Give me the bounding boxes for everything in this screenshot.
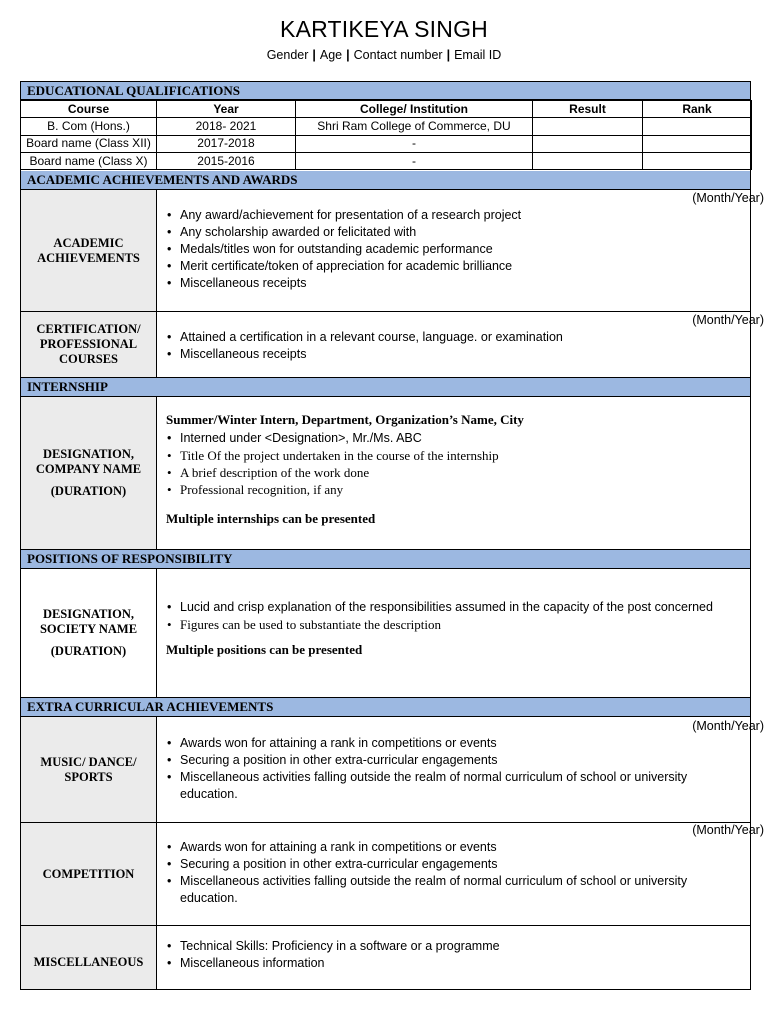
table-cell xyxy=(643,135,752,152)
competition-label: COMPETITION xyxy=(21,823,157,925)
list-item: • Any scholarship awarded or felicitated with xyxy=(158,224,738,241)
list-item: • Awards won for attaining a rank in competitions or events xyxy=(158,735,738,752)
list-item: • Professional recognition, if any xyxy=(158,481,738,498)
list-item: • Miscellaneous receipts xyxy=(158,275,738,292)
certification-label: CERTIFICATION/ PROFESSIONAL COURSES xyxy=(21,312,157,377)
list-item: • Interned under <Designation>, Mr./Ms. ABC xyxy=(158,430,738,447)
section-header-responsibility: POSITIONS OF RESPONSIBILITY xyxy=(21,550,750,568)
contact-email: Email ID xyxy=(454,48,502,62)
music-label-text: MUSIC/ DANCE/ SPORTS xyxy=(40,754,137,784)
table-row xyxy=(21,135,752,152)
column-header: Rank xyxy=(643,101,752,118)
list-item: • Securing a position in other extra-curricular engagements xyxy=(158,752,738,769)
contact-number: Contact number xyxy=(353,48,443,62)
table-cell: 2017-2018 xyxy=(157,135,296,152)
list-item: • Attained a certification in a relevant course, language. or examination xyxy=(158,329,738,346)
responsibility-note: Multiple positions can be presented xyxy=(166,642,363,657)
academic-achievements-list xyxy=(158,207,738,292)
list-item: • Miscellaneous information xyxy=(158,955,738,972)
table-cell xyxy=(643,152,752,169)
list-item: • Awards won for attaining a rank in competitions or events xyxy=(158,839,738,856)
table-cell xyxy=(533,152,643,169)
table-cell xyxy=(533,135,643,152)
table-row xyxy=(21,152,752,169)
contact-line xyxy=(0,48,768,62)
internship-designation: DESIGNATION, COMPANY NAME xyxy=(35,447,142,476)
section-header-internship: INTERNSHIP xyxy=(21,378,750,396)
separator: | xyxy=(312,48,316,62)
misc-list xyxy=(158,938,738,972)
date-placeholder: (Month/Year) xyxy=(692,719,764,733)
list-item: • A brief description of the work done xyxy=(158,464,738,481)
date-placeholder: (Month/Year) xyxy=(692,313,764,327)
contact-age: Age xyxy=(319,48,343,62)
internship-label xyxy=(21,397,157,549)
separator: | xyxy=(346,48,350,62)
list-item: • Miscellaneous receipts xyxy=(158,346,738,363)
column-header: College/ Institution xyxy=(296,101,533,118)
certification-list xyxy=(158,329,738,363)
internship-duration: (DURATION) xyxy=(50,484,127,498)
list-item: • Lucid and crisp explanation of the responsibilities assumed in the capacity of the post concerned xyxy=(158,599,738,616)
list-item: • Figures can be used to substantiate the description xyxy=(158,616,738,633)
internship-note: Multiple internships can be presented xyxy=(166,511,376,526)
list-item: • Securing a position in other extra-curricular engagements xyxy=(158,856,738,873)
table-cell: - xyxy=(296,152,533,169)
internship-list xyxy=(158,430,738,498)
education-table xyxy=(20,100,752,170)
responsibility-designation: DESIGNATION, SOCIETY NAME xyxy=(39,607,138,636)
table-cell: - xyxy=(296,135,533,152)
responsibility-duration: (DURATION) xyxy=(50,644,127,658)
table-cell: Shri Ram College of Commerce, DU xyxy=(296,118,533,135)
list-item: • Miscellaneous activities falling outside the realm of normal curriculum of school or university education. xyxy=(158,769,738,803)
internship-heading: Summer/Winter Intern, Department, Organization’s Name, City xyxy=(166,412,524,427)
table-cell xyxy=(643,118,752,135)
candidate-name: KARTIKEYA SINGH xyxy=(280,16,488,42)
date-placeholder: (Month/Year) xyxy=(692,191,764,205)
list-item: • Miscellaneous activities falling outside the realm of normal curriculum of school or university education. xyxy=(158,873,738,907)
section-header-education: EDUCATIONAL QUALIFICATIONS xyxy=(21,82,750,99)
table-header-row xyxy=(21,101,752,118)
table-cell: 2018- 2021 xyxy=(157,118,296,135)
list-item: • Merit certificate/token of appreciation for academic brilliance xyxy=(158,258,738,275)
music-label xyxy=(21,717,157,822)
music-list xyxy=(158,735,738,803)
contact-gender: Gender xyxy=(266,48,309,62)
table-cell: Board name (Class XII) xyxy=(21,135,157,152)
table-cell xyxy=(533,118,643,135)
list-item: • Technical Skills: Proficiency in a software or a programme xyxy=(158,938,738,955)
list-item: • Title Of the project undertaken in the course of the internship xyxy=(158,447,738,464)
column-header: Course xyxy=(21,101,157,118)
section-header-extra: EXTRA CURRICULAR ACHIEVEMENTS xyxy=(21,698,750,716)
table-cell: Board name (Class X) xyxy=(21,152,157,169)
table-cell: B. Com (Hons.) xyxy=(21,118,157,135)
academic-achievements-label: ACADEMIC ACHIEVEMENTS xyxy=(21,190,157,311)
list-item: • Any award/achievement for presentation of a research project xyxy=(158,207,738,224)
separator: | xyxy=(446,48,451,62)
responsibility-list xyxy=(158,599,738,633)
responsibility-label xyxy=(21,569,157,697)
section-header-academic: ACADEMIC ACHIEVEMENTS AND AWARDS xyxy=(21,171,750,189)
table-row xyxy=(21,118,752,135)
misc-label: MISCELLANEOUS xyxy=(21,926,157,989)
column-header: Result xyxy=(533,101,643,118)
competition-list xyxy=(158,839,738,907)
column-header: Year xyxy=(157,101,296,118)
list-item: • Medals/titles won for outstanding academic performance xyxy=(158,241,738,258)
table-cell: 2015-2016 xyxy=(157,152,296,169)
date-placeholder: (Month/Year) xyxy=(692,823,764,837)
